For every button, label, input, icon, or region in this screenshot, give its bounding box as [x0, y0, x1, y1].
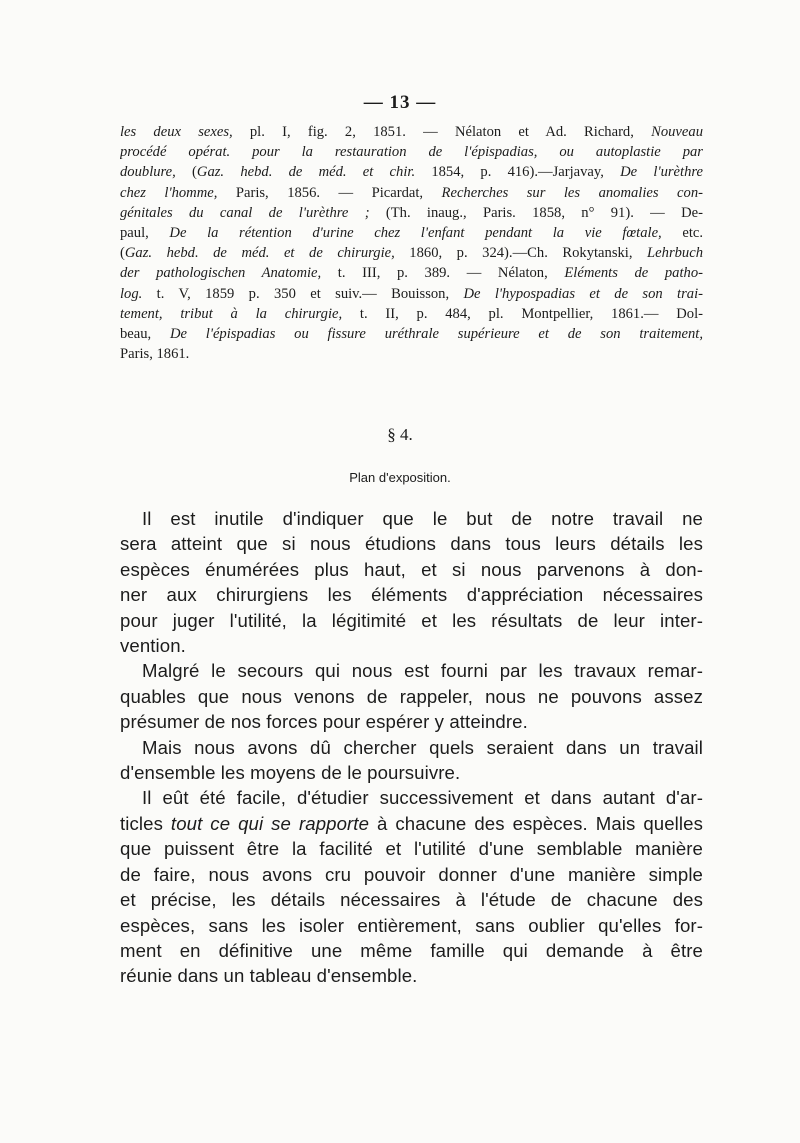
- text-line: ment en définitive une même famille qui demande à être: [120, 939, 703, 961]
- text-line: et précise, les détails nécessaires à l'étude de chacune des: [120, 889, 703, 911]
- text-line: présumer de nos forces pour espérer y atteindre.: [120, 711, 528, 733]
- paragraph: [120, 506, 703, 658]
- biblio-line: chez l'homme, Paris, 1856. — Picardat, Recherches sur les anomalies con-: [120, 184, 703, 201]
- text-line: sera atteint que si nous étudions dans tous leurs détails les: [120, 533, 703, 555]
- biblio-line: der pathologischen Anatomie, t. III, p. 389. — Nélaton, Eléments de patho-: [120, 265, 703, 282]
- body-text: [120, 506, 703, 989]
- text-line: réunie dans un tableau d'ensemble.: [120, 965, 418, 987]
- text-line: pour juger l'utilité, la légitimité et les résultats de leur inter-: [120, 609, 703, 631]
- biblio-line: procédé opérat. pour la restauration de l'épispadias, ou autoplastie par: [120, 144, 703, 161]
- paragraph: [120, 658, 703, 734]
- text-line: ticles tout ce qui se rapporte à chacune des espèces. Mais quelles: [120, 812, 703, 834]
- text-line: de faire, nous avons cru pouvoir donner d'une manière simple: [120, 863, 703, 885]
- bibliography-block: [120, 122, 703, 364]
- paragraph: [120, 735, 703, 786]
- text-line: Il eût été facile, d'étudier successivement et dans autant d'ar-: [142, 787, 703, 809]
- section-title: Plan d'exposition.: [349, 470, 451, 485]
- biblio-line: les deux sexes, pl. I, fig. 2, 1851. — Nélaton et Ad. Richard, Nouveau: [120, 124, 703, 140]
- page-number: — 13 —: [363, 92, 437, 113]
- paragraph: [120, 785, 703, 988]
- text-line: espèces, sans les isoler entièrement, sans oublier qu'elles for-: [120, 914, 703, 936]
- biblio-line: génitales du canal de l'urèthre ; (Th. inaug., Paris. 1858, n° 91). — De-: [120, 204, 703, 221]
- text-line: que puissent être la facilité et l'utilité d'une semblable manière: [120, 838, 703, 860]
- text-line: espèces énumérées plus haut, et si nous parvenons à don-: [120, 558, 703, 580]
- text-line: d'ensemble les moyens de le poursuivre.: [120, 762, 461, 784]
- biblio-line: tement, tribut à la chirurgie, t. II, p. 484, pl. Montpellier, 1861.— Dol-: [120, 305, 703, 322]
- biblio-line: beau, De l'épispadias ou fissure uréthrale supérieure et de son traitement,: [120, 326, 703, 343]
- text-line: vention.: [120, 635, 186, 657]
- biblio-line: paul, De la rétention d'urine chez l'enfant pendant la vie fœtale, etc.: [120, 225, 703, 242]
- biblio-line: log. t. V, 1859 p. 350 et suiv.— Bouisson, De l'hypospadias et de son trai-: [120, 285, 703, 302]
- text-line: ner aux chirurgiens les éléments d'appréciation nécessaires: [120, 584, 703, 606]
- text-line: Il est inutile d'indiquer que le but de notre travail ne: [142, 508, 703, 529]
- biblio-line: (Gaz. hebd. de méd. et de chirurgie, 1860, p. 324).—Ch. Rokytanski, Lehrbuch: [120, 245, 703, 262]
- text-line: Mais nous avons dû chercher quels seraient dans un travail: [142, 736, 703, 758]
- text-line: Malgré le secours qui nous est fourni par les travaux remar-: [142, 660, 703, 682]
- biblio-line: Paris, 1861.: [120, 346, 190, 363]
- text-line: quables que nous venons de rappeler, nous ne pouvons assez: [120, 685, 703, 707]
- section-number: § 4.: [387, 425, 413, 444]
- biblio-line: doublure, (Gaz. hebd. de méd. et chir. 1854, p. 416).—Jarjavay, De l'urèthre: [120, 164, 703, 181]
